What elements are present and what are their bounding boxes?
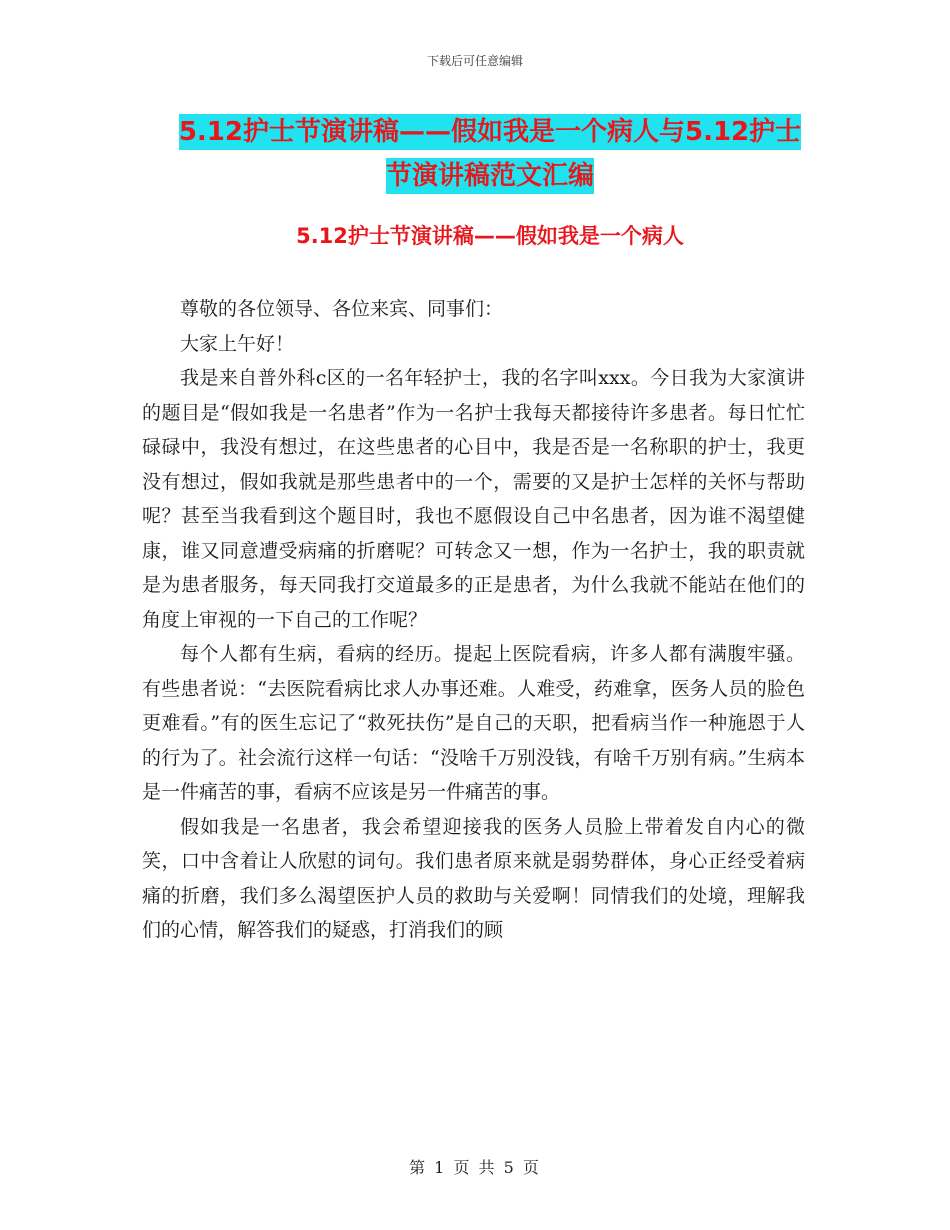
document-title (140, 110, 840, 198)
body-paragraph: 假如我是一名患者，我会希望迎接我的医务人员脸上带着发自内心的微笑，口中含着让人欣慰的词句。我们患者原来就是弱势群体，身心正经受着病痛的折磨，我们多么渴望医护人员的救助与关爱啊！同情我们的处境，理解我们的心情，解答我们的疑惑，打消我们的顾 (142, 815, 805, 941)
section-title: 5.12护士节演讲稿——假如我是一个病人 (296, 224, 684, 248)
document-body (142, 292, 805, 948)
salutation: 尊敬的各位领导、各位来宾、同事们： (180, 298, 504, 320)
body-paragraph: 每个人都有生病，看病的经历。提起上医院看病，许多人都有满腹牢骚。有些患者说：“去医院看病比求人办事还难。人难受，药难拿，医务人员的脸色更难看。”有的医生忘记了“救死扶伤”是自己的天职，把看病当作一种施恩于人的行为了。社会流行这样一句话：“没啥千万别没钱，有啥千万别有病。”生病本是一件痛苦的事，看病不应该是另一件痛苦的事。 (142, 643, 805, 803)
body-paragraph: 我是来自普外科c区的一名年轻护士，我的名字叫xxx。今日我为大家演讲的题目是“假如我是一名患者”作为一名护士我每天都接待许多患者。每日忙忙碌碌中，我没有想过，在这些患者的心目中，我是否是一名称职的护士，我更没有想过，假如我就是那些患者中的一个，需要的又是护士怎样的关怀与帮助呢？甚至当我看到这个题目时，我也不愿假设自己中名患者，因为谁不渴望健康，谁又同意遭受病痛的折磨呢？可转念又一想，作为一名护士，我的职责就是为患者服务，每天同我打交道最多的正是患者，为什么我就不能站在他们的角度上审视的一下自己的工作呢？ (142, 367, 805, 631)
title-line-1: 5.12护士节演讲稿——假如我是一个病人与5.12护士 (179, 114, 801, 150)
page-footer: 第 1 页 共 5 页 (409, 1158, 541, 1177)
header-note: 下载后可任意编辑 (426, 54, 523, 68)
greeting: 大家上午好！ (180, 332, 295, 355)
title-line-2: 节演讲稿范文汇编 (386, 158, 594, 194)
